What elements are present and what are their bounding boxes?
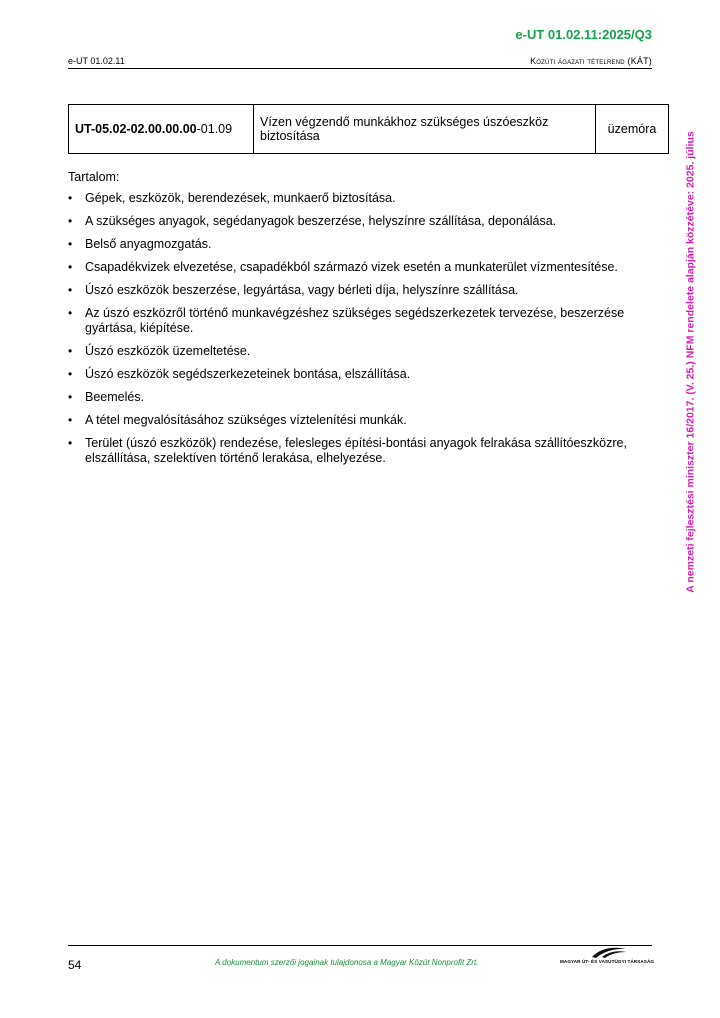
side-note-text: A nemzeti fejlesztési miniszter 16/2017. (V. 25.) NFM rendelete alapján közzétéve: 2025. július bbox=[684, 131, 697, 593]
list-item: • Terület (úszó eszközök) rendezése, felesleges építési-bontási anyagok felrakása szállítóeszközre, elszállítása, szelektíven történő lerakása, elhelyezése. bbox=[68, 436, 628, 466]
publisher-logo bbox=[560, 946, 656, 970]
header-right: Közúti ágazati tételrend (KÁT) bbox=[530, 56, 652, 66]
content-list bbox=[68, 191, 628, 466]
item-unit: üzemóra bbox=[596, 105, 669, 154]
page-header bbox=[68, 56, 652, 69]
item-code-main: UT-05.02-02.00.00.00 bbox=[75, 122, 197, 136]
list-item: • Úszó eszközök beszerzése, legyártása, vagy bérleti díja, helyszínre szállítása. bbox=[68, 283, 628, 298]
list-item: • A tétel megvalósításához szükséges víztelenítési munkák. bbox=[68, 413, 628, 428]
document-id: e-UT 01.02.11:2025/Q3 bbox=[515, 27, 652, 42]
list-item: • Az úszó eszközről történő munkavégzéshez szükséges segédszerkezetek tervezése, beszerzése gyártása, kiépítése. bbox=[68, 306, 628, 336]
list-item: • Úszó eszközök üzemeltetése. bbox=[68, 344, 628, 359]
item-code-suffix: -01.09 bbox=[196, 122, 233, 136]
page-number: 54 bbox=[68, 958, 82, 972]
header-left: e-UT 01.02.11 bbox=[68, 56, 125, 66]
list-item: • Belső anyagmozgatás. bbox=[68, 237, 628, 252]
item-table bbox=[68, 104, 669, 154]
table-row bbox=[69, 105, 669, 154]
list-item: • A szükséges anyagok, segédanyagok beszerzése, helyszínre szállítása, deponálása. bbox=[68, 214, 628, 229]
list-item: • Beemelés. bbox=[68, 390, 628, 405]
list-item: • Csapadékvizek elvezetése, csapadékból származó vizek esetén a munkaterület vízmentesítése. bbox=[68, 260, 628, 275]
list-item: • Gépek, eszközök, berendezések, munkaerő biztosítása. bbox=[68, 191, 628, 206]
content-section bbox=[68, 170, 628, 474]
list-item: • Úszó eszközök segédszerkezeteinek bontása, elszállítása. bbox=[68, 367, 628, 382]
content-intro: Tartalom: bbox=[68, 170, 120, 184]
item-code bbox=[69, 105, 254, 154]
road-swoosh-icon bbox=[590, 946, 628, 959]
logo-text: MAGYAR ÚT- ÉS VASÚTÜGYI TÁRSASÁG bbox=[560, 959, 655, 964]
copyright-notice: A dokumentum szerzői jogainak tulajdonosa a Magyar Közút Nonprofit Zrt. bbox=[215, 958, 479, 967]
item-description: Vízen végzendő munkákhoz szükséges úszóeszköz biztosítása bbox=[254, 105, 596, 154]
